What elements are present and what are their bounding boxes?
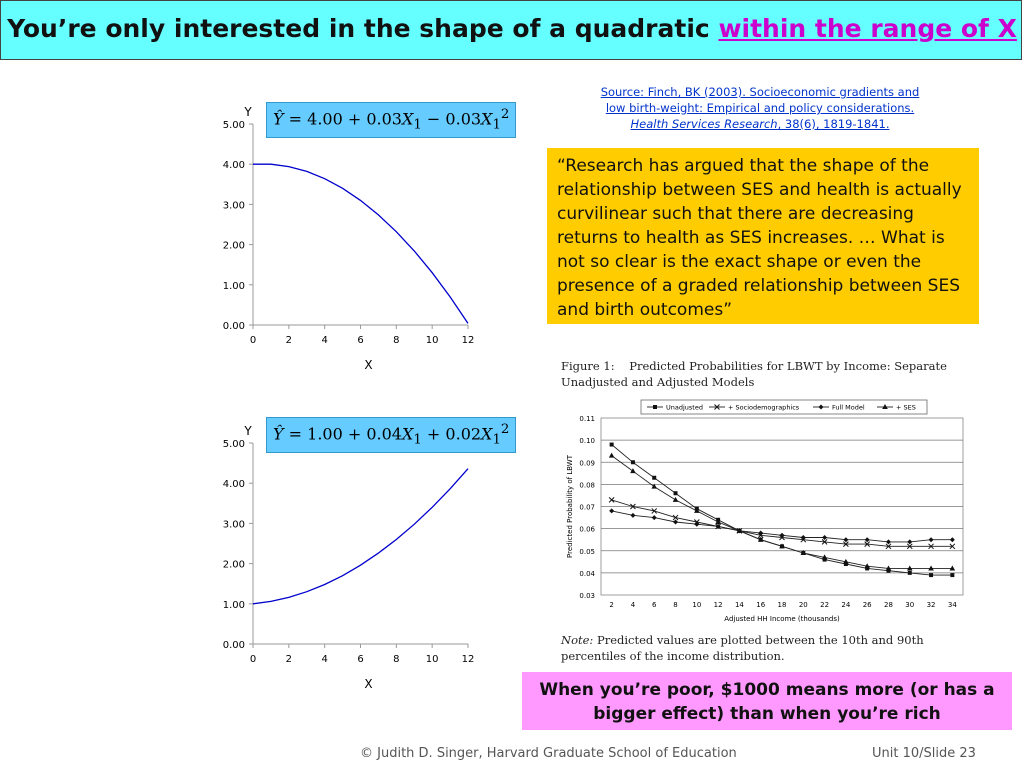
lbwt-x-tick-label: 30 bbox=[905, 601, 915, 609]
lbwt-y-tick-label: 0.09 bbox=[579, 459, 595, 468]
figure-note-text: Predicted values are plotted between the 10th and 90th percentiles of the income distribution. bbox=[561, 633, 924, 663]
top-chart-x-tick-label: 4 bbox=[321, 335, 328, 346]
bottom-chart-x-tick-label: 6 bbox=[357, 654, 364, 665]
top-chart-x-tick-label: 8 bbox=[393, 335, 400, 346]
top-chart-y-tick-label: 1.00 bbox=[222, 280, 245, 292]
source-journal[interactable]: Health Services Research bbox=[630, 117, 778, 131]
lbwt-y-tick-label: 0.04 bbox=[579, 569, 595, 578]
lbwt-y-axis-title: Predicted Probability of LBWT bbox=[566, 455, 574, 558]
top-chart-x-tick-label: 10 bbox=[425, 335, 439, 346]
bottom-chart-y-tick-label: 0.00 bbox=[222, 640, 245, 651]
quadratic-chart-bottom bbox=[200, 415, 500, 697]
lbwt-x-tick-label: 10 bbox=[692, 601, 702, 609]
lbwt-point-unadjusted bbox=[674, 491, 678, 495]
lbwt-x-tick-label: 14 bbox=[734, 601, 744, 609]
bottom-chart-y-tick-label: 1.00 bbox=[222, 599, 245, 611]
top-chart-y-tick-label: 5.00 bbox=[222, 120, 245, 131]
lbwt-x-tick-label: 24 bbox=[841, 601, 851, 609]
top-chart-x-axis-title: X bbox=[364, 358, 373, 372]
top-chart-curve bbox=[253, 164, 468, 323]
equation-bottom: Ŷ = $1.00 + 0.04X_1 + 0.02X_1^2$ bbox=[266, 417, 516, 453]
lbwt-y-tick-label: 0.10 bbox=[579, 437, 595, 446]
slide-title bbox=[0, 14, 1024, 43]
lbwt-x-tick-label: 34 bbox=[947, 601, 957, 609]
bottom-chart-y-tick-label: 3.00 bbox=[222, 519, 245, 531]
bottom-chart-curve bbox=[253, 469, 468, 604]
lbwt-legend-marker-unadjusted bbox=[653, 405, 657, 409]
lbwt-x-axis-title: Adjusted HH Income (thousands) bbox=[724, 615, 840, 623]
footer-copyright: © Judith D. Singer, Harvard Graduate School of Education bbox=[360, 746, 737, 761]
lbwt-y-tick-label: 0.11 bbox=[579, 415, 595, 423]
lbwt-x-tick-label: 26 bbox=[862, 601, 872, 609]
bottom-chart-x-tick-label: 4 bbox=[321, 654, 328, 665]
lbwt-x-tick-label: 16 bbox=[756, 601, 766, 609]
bottom-chart-x-tick-label: 2 bbox=[285, 654, 293, 665]
figure-caption-label: Figure 1: bbox=[561, 359, 615, 373]
lbwt-x-tick-label: 6 bbox=[652, 601, 657, 609]
figure-caption bbox=[561, 358, 971, 390]
lbwt-probability-chart bbox=[560, 396, 970, 630]
lbwt-point-unadjusted bbox=[652, 476, 656, 480]
top-chart-x-tick-label: 2 bbox=[285, 335, 293, 346]
figure-caption-text: Predicted Probabilities for LBWT by Income: Separate Unadjusted and Adjusted Models bbox=[561, 359, 947, 389]
source-line-1[interactable]: Source: Finch, BK (2003). Socioeconomic gradients and bbox=[600, 85, 920, 99]
bottom-chart-y-tick-label: 5.00 bbox=[222, 439, 245, 450]
equation-top: Ŷ = $4.00 + 0.03X_1 - 0.03X_1^2$ bbox=[266, 102, 516, 138]
top-chart-y-axis-title: Y bbox=[244, 105, 252, 119]
lbwt-legend-label-unadjusted: Unadjusted bbox=[666, 403, 703, 412]
top-chart-y-tick-label: 4.00 bbox=[222, 160, 245, 172]
bottom-chart-x-tick-label: 10 bbox=[425, 654, 439, 665]
lbwt-point-unadjusted bbox=[610, 443, 614, 447]
title-highlight: within the range of X bbox=[718, 14, 1017, 43]
top-chart-x-tick-label: 12 bbox=[461, 335, 475, 346]
lbwt-y-tick-label: 0.03 bbox=[579, 592, 595, 600]
top-chart-y-tick-label: 3.00 bbox=[222, 200, 245, 212]
source-citation[interactable] bbox=[588, 84, 932, 132]
bottom-chart-y-tick-label: 2.00 bbox=[222, 559, 245, 571]
top-chart-x-tick-label: 6 bbox=[357, 335, 364, 346]
lbwt-point-unadjusted bbox=[631, 460, 635, 464]
lbwt-y-tick-label: 0.08 bbox=[579, 481, 595, 490]
callout-box: When you’re poor, $1000 means more (or has a bigger effect) than when you’re rich bbox=[522, 672, 1012, 730]
footer-slide-number: Unit 10/Slide 23 bbox=[872, 746, 976, 761]
lbwt-point-unadjusted bbox=[950, 573, 954, 577]
bottom-chart-x-tick-label: 12 bbox=[461, 654, 475, 665]
quote-box: “Research has argued that the shape of the relationship between SES and health is actually curvilinear such that there are decreasing returns to health as SES increases. … What is not so clear is the exact shape or even the presence of a graded relationship between SES and birth outcomes” bbox=[547, 148, 979, 324]
source-volume[interactable]: , 38(6), 1819-1841. bbox=[777, 117, 890, 131]
lbwt-x-tick-label: 4 bbox=[630, 601, 636, 609]
bottom-chart-y-tick-label: 4.00 bbox=[222, 479, 245, 491]
lbwt-legend-label-sociodemographics: + Sociodemographics bbox=[728, 403, 800, 412]
bottom-chart-y-axis-title: Y bbox=[244, 424, 252, 438]
quadratic-chart-top bbox=[200, 96, 500, 378]
lbwt-legend-label-ses: + SES bbox=[896, 403, 916, 412]
lbwt-x-tick-label: 22 bbox=[820, 601, 830, 609]
bottom-chart-x-tick-label: 0 bbox=[249, 654, 257, 665]
lbwt-y-tick-label: 0.05 bbox=[579, 547, 595, 556]
top-chart-x-tick-label: 0 bbox=[249, 335, 257, 346]
lbwt-x-tick-label: 32 bbox=[926, 601, 936, 609]
bottom-chart-x-axis-title: X bbox=[364, 677, 373, 691]
source-line-3[interactable] bbox=[588, 116, 932, 132]
lbwt-x-tick-label: 2 bbox=[609, 601, 614, 609]
title-main: You’re only interested in the shape of a quadratic bbox=[7, 14, 719, 43]
lbwt-x-tick-label: 20 bbox=[798, 601, 808, 609]
top-chart-y-tick-label: 2.00 bbox=[222, 240, 245, 252]
lbwt-x-tick-label: 18 bbox=[777, 601, 787, 609]
lbwt-x-tick-label: 8 bbox=[673, 601, 678, 609]
lbwt-y-tick-label: 0.06 bbox=[579, 525, 595, 534]
lbwt-point-unadjusted bbox=[929, 573, 933, 577]
lbwt-x-tick-label: 28 bbox=[884, 601, 893, 609]
figure-note-label: Note: bbox=[561, 633, 594, 647]
lbwt-legend-label-full-model: Full Model bbox=[832, 403, 865, 412]
lbwt-y-tick-label: 0.07 bbox=[579, 503, 595, 512]
top-chart-y-tick-label: 0.00 bbox=[222, 321, 245, 332]
lbwt-x-tick-label: 12 bbox=[713, 601, 723, 609]
figure-note bbox=[561, 632, 971, 664]
lbwt-point-unadjusted bbox=[908, 571, 912, 575]
bottom-chart-x-tick-label: 8 bbox=[393, 654, 400, 665]
source-line-2[interactable]: low birth-weight: Empirical and policy considerations. bbox=[605, 101, 915, 115]
